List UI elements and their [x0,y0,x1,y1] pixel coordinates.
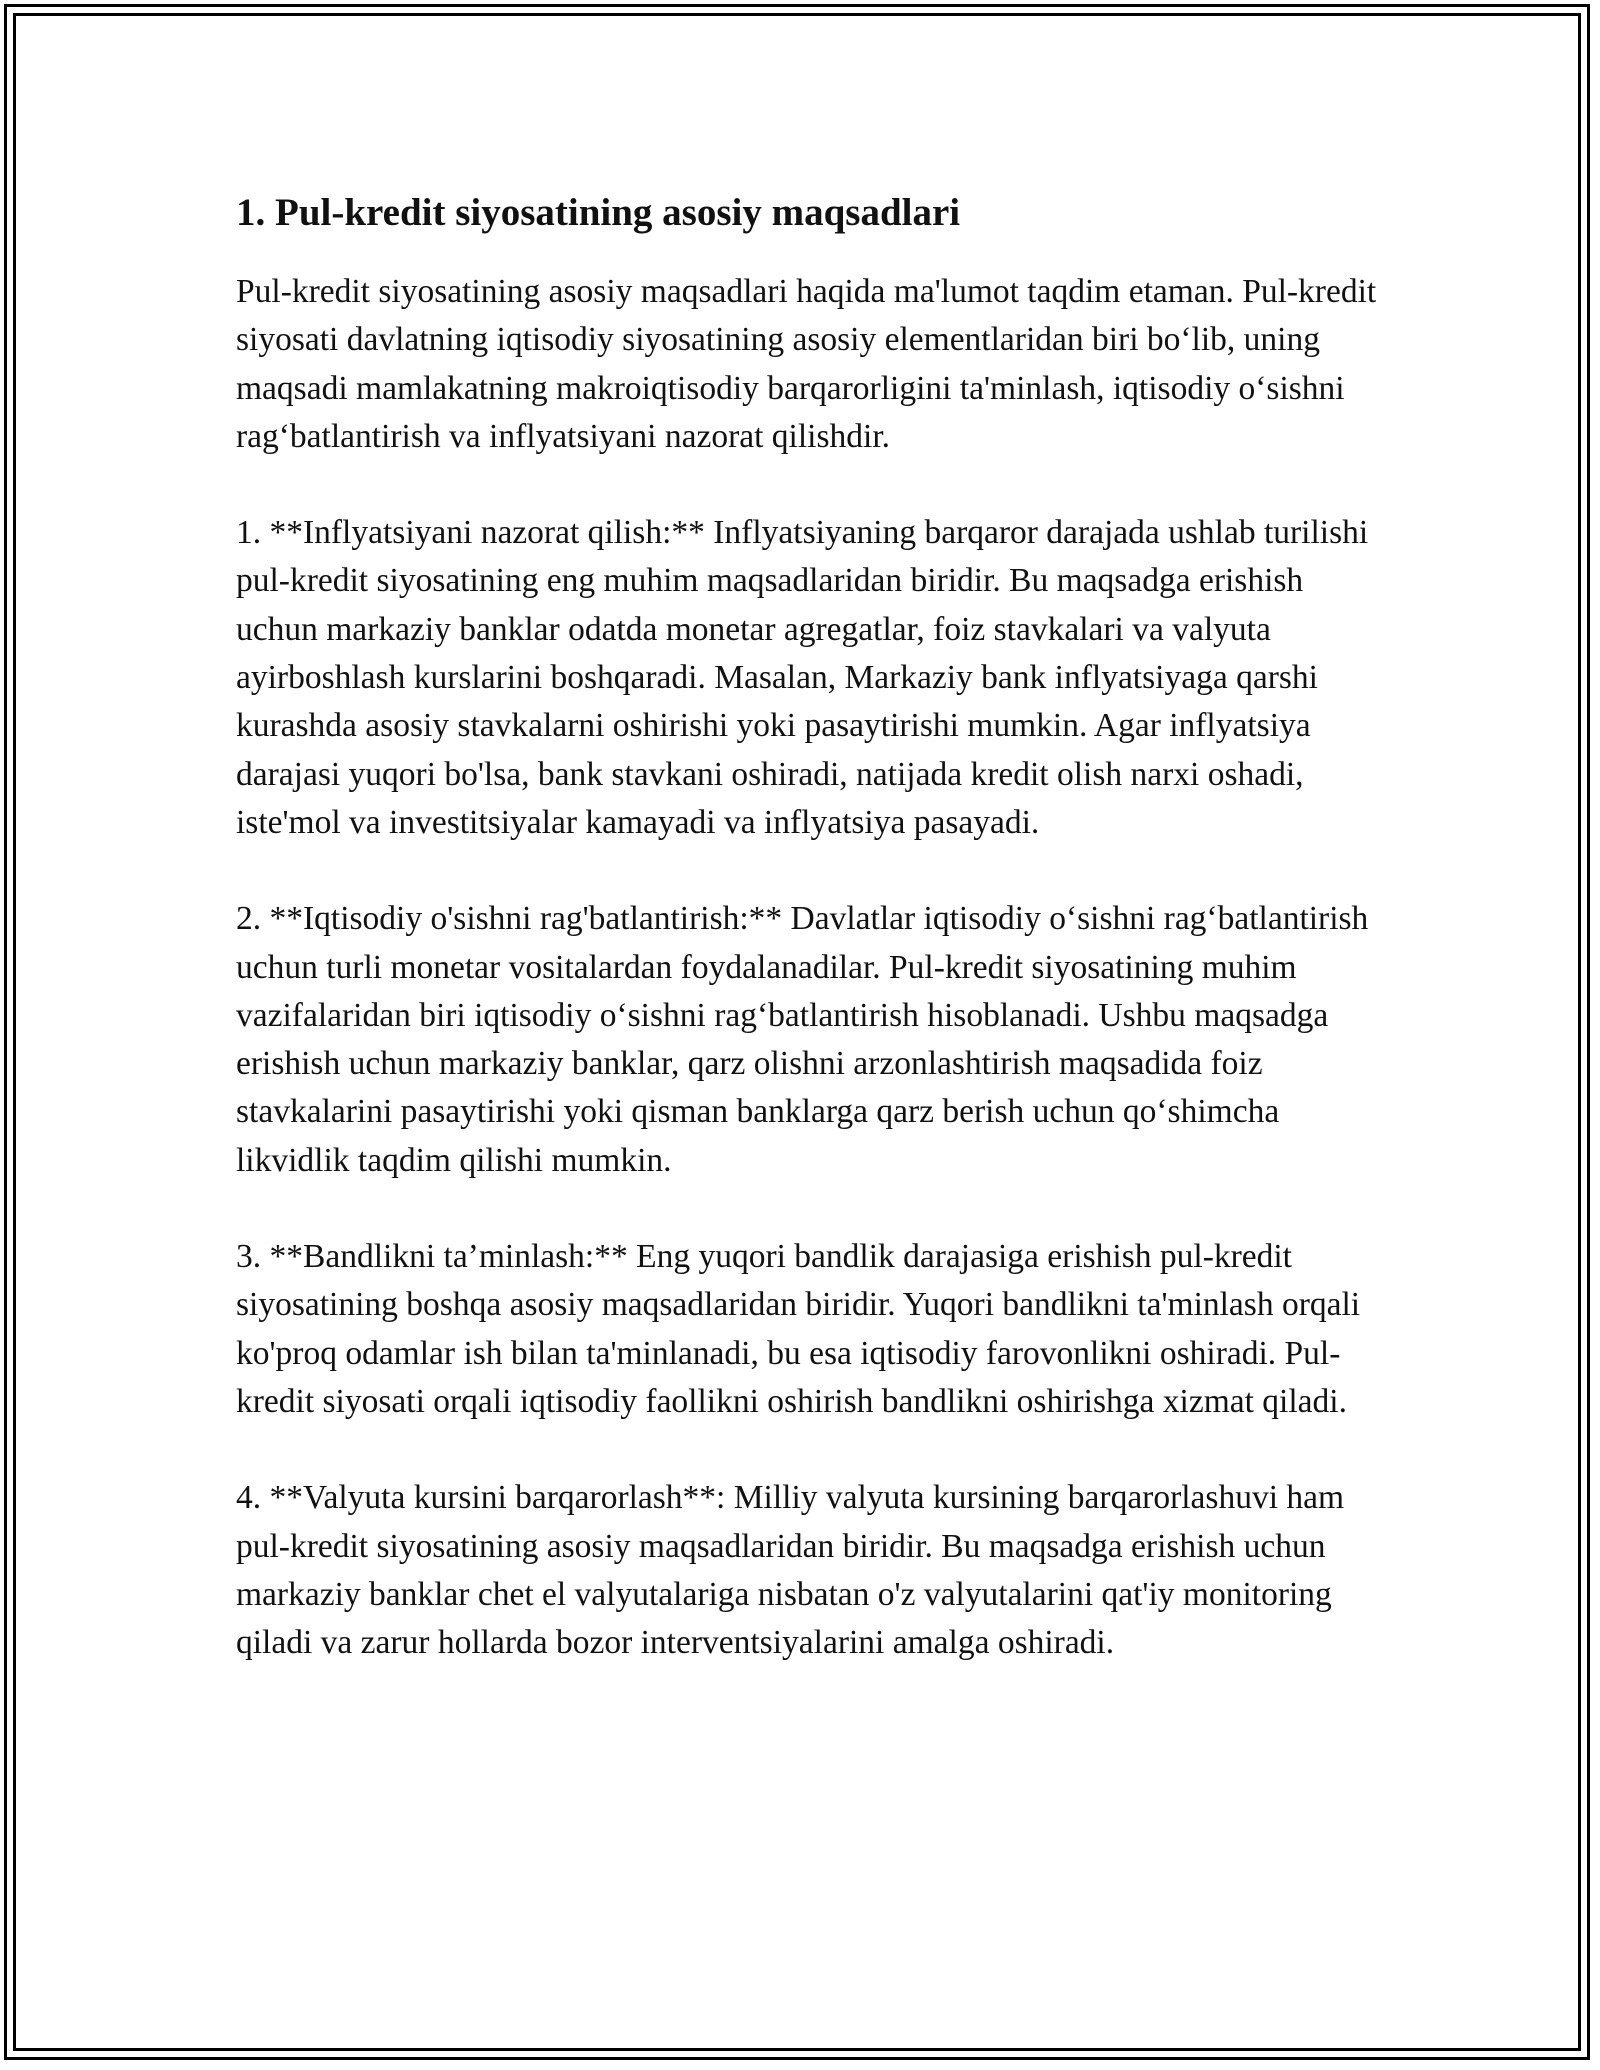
list-item-growth: 2. **Iqtisodiy o'sishni rag'batlantirish:** Davlatlar iqtisodiy o‘sishni rag‘batlantirish uchun turli monetar vositalardan foydalanadilar. Pul-kredit siyosatining muhim vazifalaridan biri iqtisodiy o‘sishni rag‘batlantirish hisoblanadi. Ushbu maqsadga erishish uchun markaziy banklar, qarz olishni arzonlashtirish maqsadida foiz stavkalarini pasaytirishi yoki qisman banklarga qarz berish uchun qo‘shimcha likvidlik taqdim qilishi mumkin. [236,900,1369,1179]
list-item-inflation: 1. **Inflyatsiyani nazorat qilish:** Inflyatsiyaning barqaror darajada ushlab turilishi pul-kredit siyosatining eng muhim maqsadlaridan biridir. Bu maqsadga erishish uchun markaziy banklar odatda monetar agregatlar, foiz stavkalari va valyuta ayirboshlash kurslarini boshqaradi. Masalan, Markaziy bank inflyatsiyaga qarshi kurashda asosiy stavkalarni oshirishi yoki pasaytirishi mumkin. Agar inflyatsiya darajasi yuqori bo'lsa, bank stavkani oshiradi, natijada kredit olish narxi oshadi, iste'mol va investitsiyalar kamayadi va inflyatsiya pasayadi. [236,514,1369,841]
section-title: 1. Pul-kredit siyosatining asosiy maqsadlari [236,191,961,234]
list-item-currency: 4. **Valyuta kursini barqarorlash**: Milliy valyuta kursining barqarorlashuvi ham pul-kredit siyosatining asosiy maqsadlaridan biridir. Bu maqsadga erishish uchun markaziy banklar chet el valyutalariga nisbatan o'z valyutalarini qat'iy monitoring qiladi va zarur hollarda bozor interventsiyalarini amalga oshiradi. [236,1479,1345,1662]
document-page [236,188,1386,1715]
list-item-employment: 3. **Bandlikni ta’minlash:** Eng yuqori bandlik darajasiga erishish pul-kredit siyosatining boshqa asosiy maqsadlaridan biridir. Yuqori bandlikni ta'minlash orqali ko'proq odamlar ish bilan ta'minlanadi, bu esa iqtisodiy farovonlikni oshiradi. Pul-kredit siyosati orqali iqtisodiy faollikni oshirish bandlikni oshirishga xizmat qiladi. [236,1238,1361,1420]
intro-paragraph: Pul-kredit siyosatining asosiy maqsadlari haqida ma'lumot taqdim etaman. Pul-kredit siyosati davlatning iqtisodiy siyosatining asosiy elementlaridan biri bo‘lib, uning maqsadi mamlakatning makroiqtisodiy barqarorligini ta'minlash, iqtisodiy o‘sishni rag‘batlantirish va inflyatsiyani nazorat qilishdir. [236,273,1377,455]
